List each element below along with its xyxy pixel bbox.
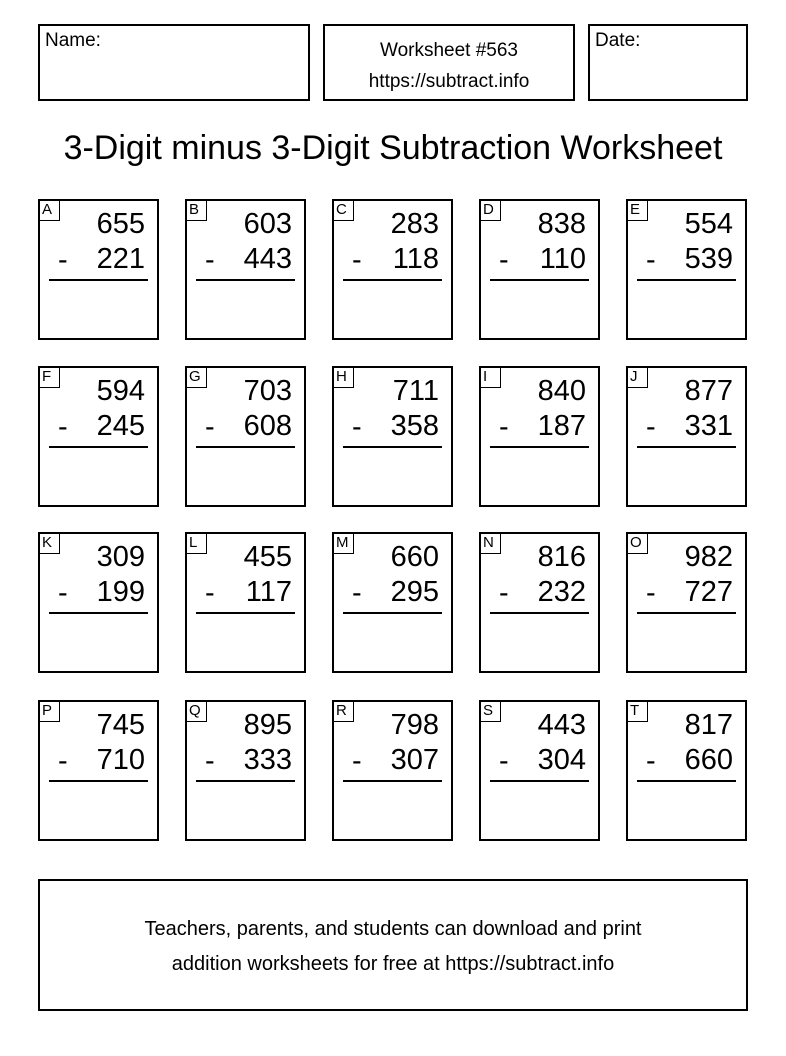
problem-box-e[interactable] xyxy=(626,199,747,340)
problem-box-d[interactable] xyxy=(479,199,600,340)
subtrahend: 232 xyxy=(537,576,586,608)
problem-box-i[interactable] xyxy=(479,366,600,507)
minuend: 838 xyxy=(537,208,586,240)
subtrahend: 333 xyxy=(243,744,292,776)
minuend: 660 xyxy=(390,541,439,573)
minus-sign: - xyxy=(205,411,215,443)
minuend: 982 xyxy=(684,541,733,573)
answer-line xyxy=(490,780,589,782)
problem-label: P xyxy=(38,700,60,722)
minuend: 594 xyxy=(96,375,145,407)
problem-box-f[interactable] xyxy=(38,366,159,507)
minus-sign: - xyxy=(646,411,656,443)
minus-sign: - xyxy=(499,244,509,276)
subtrahend: 660 xyxy=(684,744,733,776)
worksheet-info-box xyxy=(323,24,575,101)
problem-label: E xyxy=(626,199,648,221)
subtrahend: 221 xyxy=(96,243,145,275)
subtrahend: 295 xyxy=(390,576,439,608)
minuend: 283 xyxy=(390,208,439,240)
answer-line xyxy=(343,446,442,448)
worksheet-url: https://subtract.info xyxy=(368,71,530,92)
problem-label: Q xyxy=(185,700,207,722)
worksheet-number: Worksheet #563 xyxy=(379,40,518,61)
answer-line xyxy=(196,446,295,448)
answer-line xyxy=(196,279,295,281)
subtrahend: 110 xyxy=(539,243,586,275)
minus-sign: - xyxy=(205,244,215,276)
answer-line xyxy=(490,446,589,448)
problem-box-a[interactable] xyxy=(38,199,159,340)
problem-label: C xyxy=(332,199,354,221)
answer-line xyxy=(343,612,442,614)
minuend: 877 xyxy=(684,375,733,407)
footer-box xyxy=(38,879,748,1011)
problem-box-k[interactable] xyxy=(38,532,159,673)
minuend: 655 xyxy=(96,208,145,240)
minus-sign: - xyxy=(499,577,509,609)
problem-box-h[interactable] xyxy=(332,366,453,507)
minus-sign: - xyxy=(646,745,656,777)
minuend: 443 xyxy=(537,709,586,741)
subtrahend: 199 xyxy=(96,576,145,608)
minus-sign: - xyxy=(352,577,362,609)
problem-label: G xyxy=(185,366,207,388)
problem-box-s[interactable] xyxy=(479,700,600,841)
minus-sign: - xyxy=(205,745,215,777)
problem-label: K xyxy=(38,532,60,554)
problem-label: L xyxy=(185,532,207,554)
minus-sign: - xyxy=(352,745,362,777)
minuend: 798 xyxy=(390,709,439,741)
minuend: 309 xyxy=(96,541,145,573)
answer-line xyxy=(196,780,295,782)
footer-line-1: Teachers, parents, and students can download and print xyxy=(144,918,642,940)
problem-box-j[interactable] xyxy=(626,366,747,507)
minus-sign: - xyxy=(352,411,362,443)
answer-line xyxy=(196,612,295,614)
problem-box-q[interactable] xyxy=(185,700,306,841)
minuend: 554 xyxy=(684,208,733,240)
subtrahend: 539 xyxy=(684,243,733,275)
minuend: 455 xyxy=(243,541,292,573)
problem-box-b[interactable] xyxy=(185,199,306,340)
problem-label: A xyxy=(38,199,60,221)
answer-line xyxy=(49,446,148,448)
answer-line xyxy=(490,612,589,614)
date-label: Date: xyxy=(595,30,641,51)
minuend: 816 xyxy=(537,541,586,573)
name-label: Name: xyxy=(45,30,101,51)
minuend: 603 xyxy=(243,208,292,240)
problem-label: N xyxy=(479,532,501,554)
problem-box-p[interactable] xyxy=(38,700,159,841)
minus-sign: - xyxy=(352,244,362,276)
minuend: 817 xyxy=(684,709,733,741)
answer-line xyxy=(637,446,736,448)
date-field[interactable] xyxy=(588,24,748,101)
subtrahend: 710 xyxy=(96,744,145,776)
subtrahend: 358 xyxy=(390,410,439,442)
answer-line xyxy=(343,780,442,782)
answer-line xyxy=(637,612,736,614)
answer-line xyxy=(49,612,148,614)
minuend: 840 xyxy=(537,375,586,407)
problem-label: H xyxy=(332,366,354,388)
problem-label: R xyxy=(332,700,354,722)
subtrahend: 608 xyxy=(243,410,292,442)
problem-box-c[interactable] xyxy=(332,199,453,340)
subtrahend: 118 xyxy=(392,243,439,275)
minuend: 711 xyxy=(392,375,439,407)
problem-label: I xyxy=(479,366,501,388)
minus-sign: - xyxy=(58,244,68,276)
problem-label: F xyxy=(38,366,60,388)
subtrahend: 307 xyxy=(390,744,439,776)
subtrahend: 187 xyxy=(537,410,586,442)
subtrahend: 304 xyxy=(537,744,586,776)
problem-label: D xyxy=(479,199,501,221)
answer-line xyxy=(490,279,589,281)
subtrahend: 117 xyxy=(245,576,292,608)
minus-sign: - xyxy=(646,244,656,276)
problem-box-g[interactable] xyxy=(185,366,306,507)
subtrahend: 331 xyxy=(684,410,733,442)
worksheet-title: 3-Digit minus 3-Digit Subtraction Worksheet xyxy=(63,129,723,167)
minuend: 895 xyxy=(243,709,292,741)
minus-sign: - xyxy=(58,745,68,777)
answer-line xyxy=(343,279,442,281)
problem-box-n[interactable] xyxy=(479,532,600,673)
minus-sign: - xyxy=(205,577,215,609)
answer-line xyxy=(49,279,148,281)
problem-label: M xyxy=(332,532,354,554)
problem-box-m[interactable] xyxy=(332,532,453,673)
problem-box-o[interactable] xyxy=(626,532,747,673)
minuend: 703 xyxy=(243,375,292,407)
subtrahend: 443 xyxy=(243,243,292,275)
problem-box-r[interactable] xyxy=(332,700,453,841)
problem-label: B xyxy=(185,199,207,221)
footer-line-2: addition worksheets for free at https://subtract.info xyxy=(171,953,615,975)
answer-line xyxy=(49,780,148,782)
answer-line xyxy=(637,279,736,281)
minus-sign: - xyxy=(58,411,68,443)
minus-sign: - xyxy=(499,745,509,777)
minus-sign: - xyxy=(58,577,68,609)
minuend: 745 xyxy=(96,709,145,741)
minus-sign: - xyxy=(646,577,656,609)
name-field[interactable] xyxy=(38,24,310,101)
problem-label: O xyxy=(626,532,648,554)
minus-sign: - xyxy=(499,411,509,443)
problem-label: J xyxy=(626,366,648,388)
problem-box-t[interactable] xyxy=(626,700,747,841)
answer-line xyxy=(637,780,736,782)
subtrahend: 727 xyxy=(684,576,733,608)
problem-label: T xyxy=(626,700,648,722)
problem-box-l[interactable] xyxy=(185,532,306,673)
subtrahend: 245 xyxy=(96,410,145,442)
problem-label: S xyxy=(479,700,501,722)
